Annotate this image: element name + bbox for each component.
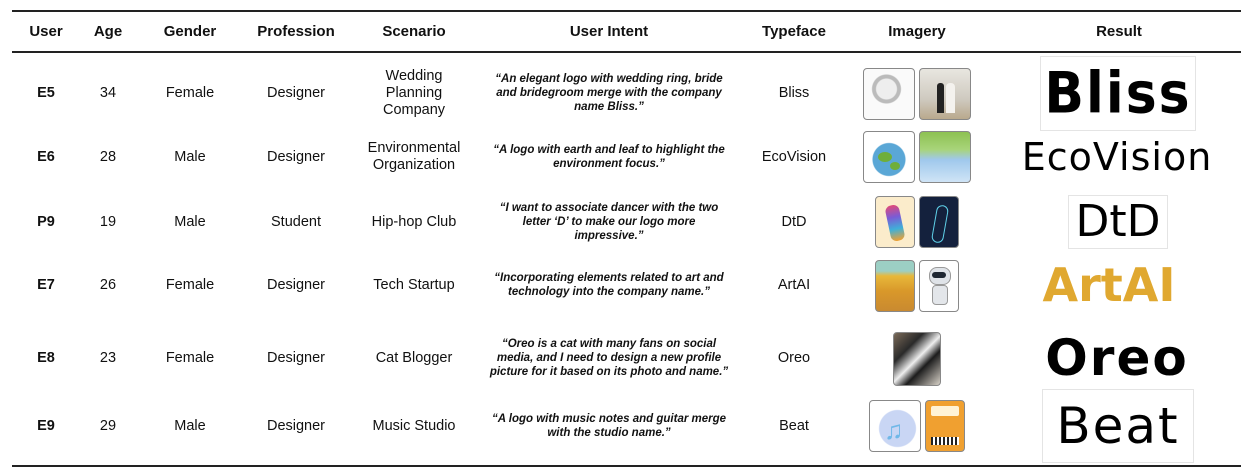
result-logo: Beat (1042, 390, 1194, 462)
user-intent: “Oreo is a cat with many fans on social media, and I need to design a new profile picture for it based on its photo and name.” (489, 338, 729, 378)
age: 29 (99, 417, 117, 434)
imagery (850, 66, 984, 122)
gender: Female (165, 276, 215, 293)
result-logo: ArtAI (1042, 258, 1176, 312)
robot-image (919, 260, 959, 312)
profession: Student (271, 213, 321, 230)
user-id: E8 (37, 349, 55, 366)
profession: Designer (266, 417, 326, 434)
cat-photo-image (893, 332, 941, 386)
header-scenario: Scenario (382, 23, 446, 40)
user-intent: “A logo with music notes and guitar merge with the studio name.” (491, 413, 727, 439)
user-id: E7 (37, 276, 55, 293)
typeface: EcoVision (761, 148, 827, 165)
user-intent: “Incorporating elements related to art and technology into the company name.” (494, 272, 724, 298)
gender: Male (174, 148, 206, 165)
typeface: Beat (779, 417, 809, 434)
age: 28 (99, 148, 117, 165)
user-id: E9 (37, 417, 55, 434)
result-logo: DtD (1068, 196, 1168, 248)
music-notes-image: ♫ (869, 400, 921, 452)
typeface: Bliss (778, 84, 810, 101)
profession: Designer (266, 349, 326, 366)
wedding-ring-image (863, 68, 915, 120)
header-typeface: Typeface (762, 23, 826, 40)
bride-and-bridegroom-image (919, 68, 971, 120)
profession: Designer (266, 148, 326, 165)
leaf-image (919, 131, 971, 183)
result-logo: EcoVision (1021, 135, 1213, 179)
scenario: Environmental Organization (367, 140, 461, 173)
imagery (850, 258, 984, 314)
profession: Designer (266, 84, 326, 101)
header-result: Result (1096, 23, 1142, 40)
header-gender: Gender (163, 23, 217, 40)
age: 23 (99, 349, 117, 366)
scenario: Hip-hop Club (371, 213, 457, 230)
earth-image (863, 131, 915, 183)
user-intent: “I want to associate dancer with the two letter ‘D’ to make our logo more impressive.” (499, 202, 719, 242)
table-bottom-rule (12, 465, 1241, 467)
typeface: ArtAI (777, 276, 811, 293)
header-age: Age (93, 23, 123, 40)
user-id: P9 (37, 213, 55, 230)
imagery (850, 194, 984, 250)
header-profession: Profession (257, 23, 335, 40)
colorful-dancer-image (875, 196, 915, 248)
typeface: Oreo (777, 349, 811, 366)
neon-dancer-image (919, 196, 959, 248)
scenario: Music Studio (372, 417, 456, 434)
gender: Male (174, 213, 206, 230)
gender: Female (165, 84, 215, 101)
age: 26 (99, 276, 117, 293)
result-logo: Bliss (1040, 57, 1196, 130)
scenario: Tech Startup (373, 276, 455, 293)
age: 34 (99, 84, 117, 101)
imagery (850, 331, 984, 387)
age: 19 (99, 213, 117, 230)
header-user-intent: User Intent (569, 23, 649, 40)
scenario: Cat Blogger (375, 349, 453, 366)
profession: Designer (266, 276, 326, 293)
header-user: User (29, 23, 63, 40)
gender: Male (174, 417, 206, 434)
gender: Female (165, 349, 215, 366)
imagery (850, 129, 984, 185)
user-id: E5 (37, 84, 55, 101)
scenario: Wedding Planning Company (382, 67, 446, 118)
user-intent: “An elegant logo with wedding ring, bride and bridegroom merge with the company name Bliss.” (495, 73, 723, 113)
user-intent: “A logo with earth and leaf to highlight the environment focus.” (493, 144, 725, 170)
header-imagery: Imagery (888, 23, 946, 40)
typeface: DtD (781, 213, 807, 230)
imagery (850, 398, 984, 454)
sunflowers-painting-image (875, 260, 915, 312)
user-id: E6 (37, 148, 55, 165)
table-header-rule (12, 51, 1241, 53)
result-logo: Oreo (1045, 329, 1189, 387)
sound-poster-image (925, 400, 965, 452)
